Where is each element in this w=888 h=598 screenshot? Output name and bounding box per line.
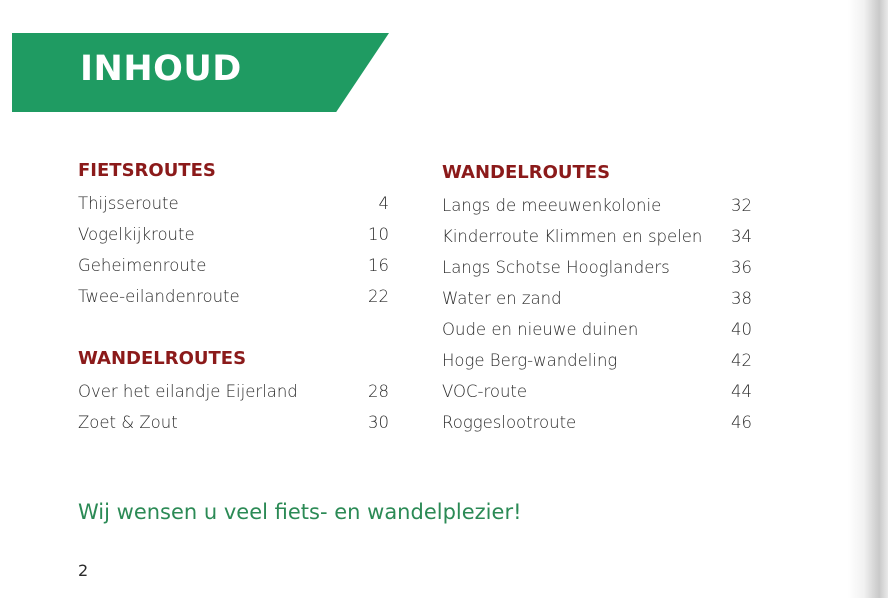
fietsroutes-list [78,188,389,312]
toc-entry[interactable] [78,188,389,219]
toc-entry-label: Zoet & Zout [78,413,178,432]
toc-entry-label: Roggeslootroute [442,413,577,432]
toc-entry-page: 30 [368,413,389,432]
toc-entry-page: 10 [368,225,389,244]
section-title-wandelroutes-left: WANDELROUTES [78,348,247,369]
toc-entry-page: 34 [731,227,752,246]
toc-entry-page: 28 [368,382,389,401]
toc-entry[interactable] [78,407,389,438]
toc-entry-label: Langs Schotse Hooglanders [442,258,670,277]
toc-entry-label: Oude en nieuwe duinen [442,320,639,339]
toc-entry-page: 32 [731,196,752,215]
toc-entry-page: 16 [368,256,389,275]
closing-message: Wij wensen u veel fiets- en wandelplezier! [78,500,522,524]
toc-entry[interactable] [78,376,389,407]
toc-entry-label: Over het eilandje Eijerland [78,382,298,401]
toc-entry[interactable] [442,221,752,252]
toc-entry[interactable] [442,190,752,221]
toc-entry[interactable] [442,407,752,438]
toc-entry-label: Vogelkijkroute [78,225,195,244]
toc-entry-label: Water en zand [442,289,562,308]
toc-entry-page: 42 [731,351,752,370]
toc-entry-page: 46 [731,413,752,432]
wandelroutes-right-list [442,190,752,438]
toc-entry-label: Kinderroute Klimmen en spelen [442,227,703,246]
wandelroutes-left-list [78,376,389,438]
toc-entry-page: 22 [368,287,389,306]
toc-entry-page: 38 [731,289,752,308]
toc-entry[interactable] [442,314,752,345]
toc-entry-label: Twee-eilandenroute [78,287,240,306]
toc-entry[interactable] [78,281,389,312]
toc-entry-page: 4 [378,194,389,213]
page-number: 2 [78,561,89,580]
page-edge-shadow [848,0,888,598]
page-title: INHOUD [80,49,242,89]
section-title-wandelroutes-right: WANDELROUTES [442,162,611,183]
toc-entry[interactable] [78,219,389,250]
toc-entry-label: Thijsseroute [78,194,179,213]
toc-entry-label: Langs de meeuwenkolonie [442,196,662,215]
toc-entry-page: 44 [731,382,752,401]
section-title-fietsroutes: FIETSROUTES [78,160,216,181]
toc-entry[interactable] [442,376,752,407]
toc-entry[interactable] [442,252,752,283]
toc-entry-page: 40 [731,320,752,339]
toc-entry[interactable] [78,250,389,281]
toc-entry-label: Hoge Berg-wandeling [442,351,618,370]
toc-entry-page: 36 [731,258,752,277]
toc-entry-label: Geheimenroute [78,256,207,275]
toc-entry[interactable] [442,283,752,314]
toc-entry[interactable] [442,345,752,376]
toc-entry-label: VOC-route [442,382,528,401]
